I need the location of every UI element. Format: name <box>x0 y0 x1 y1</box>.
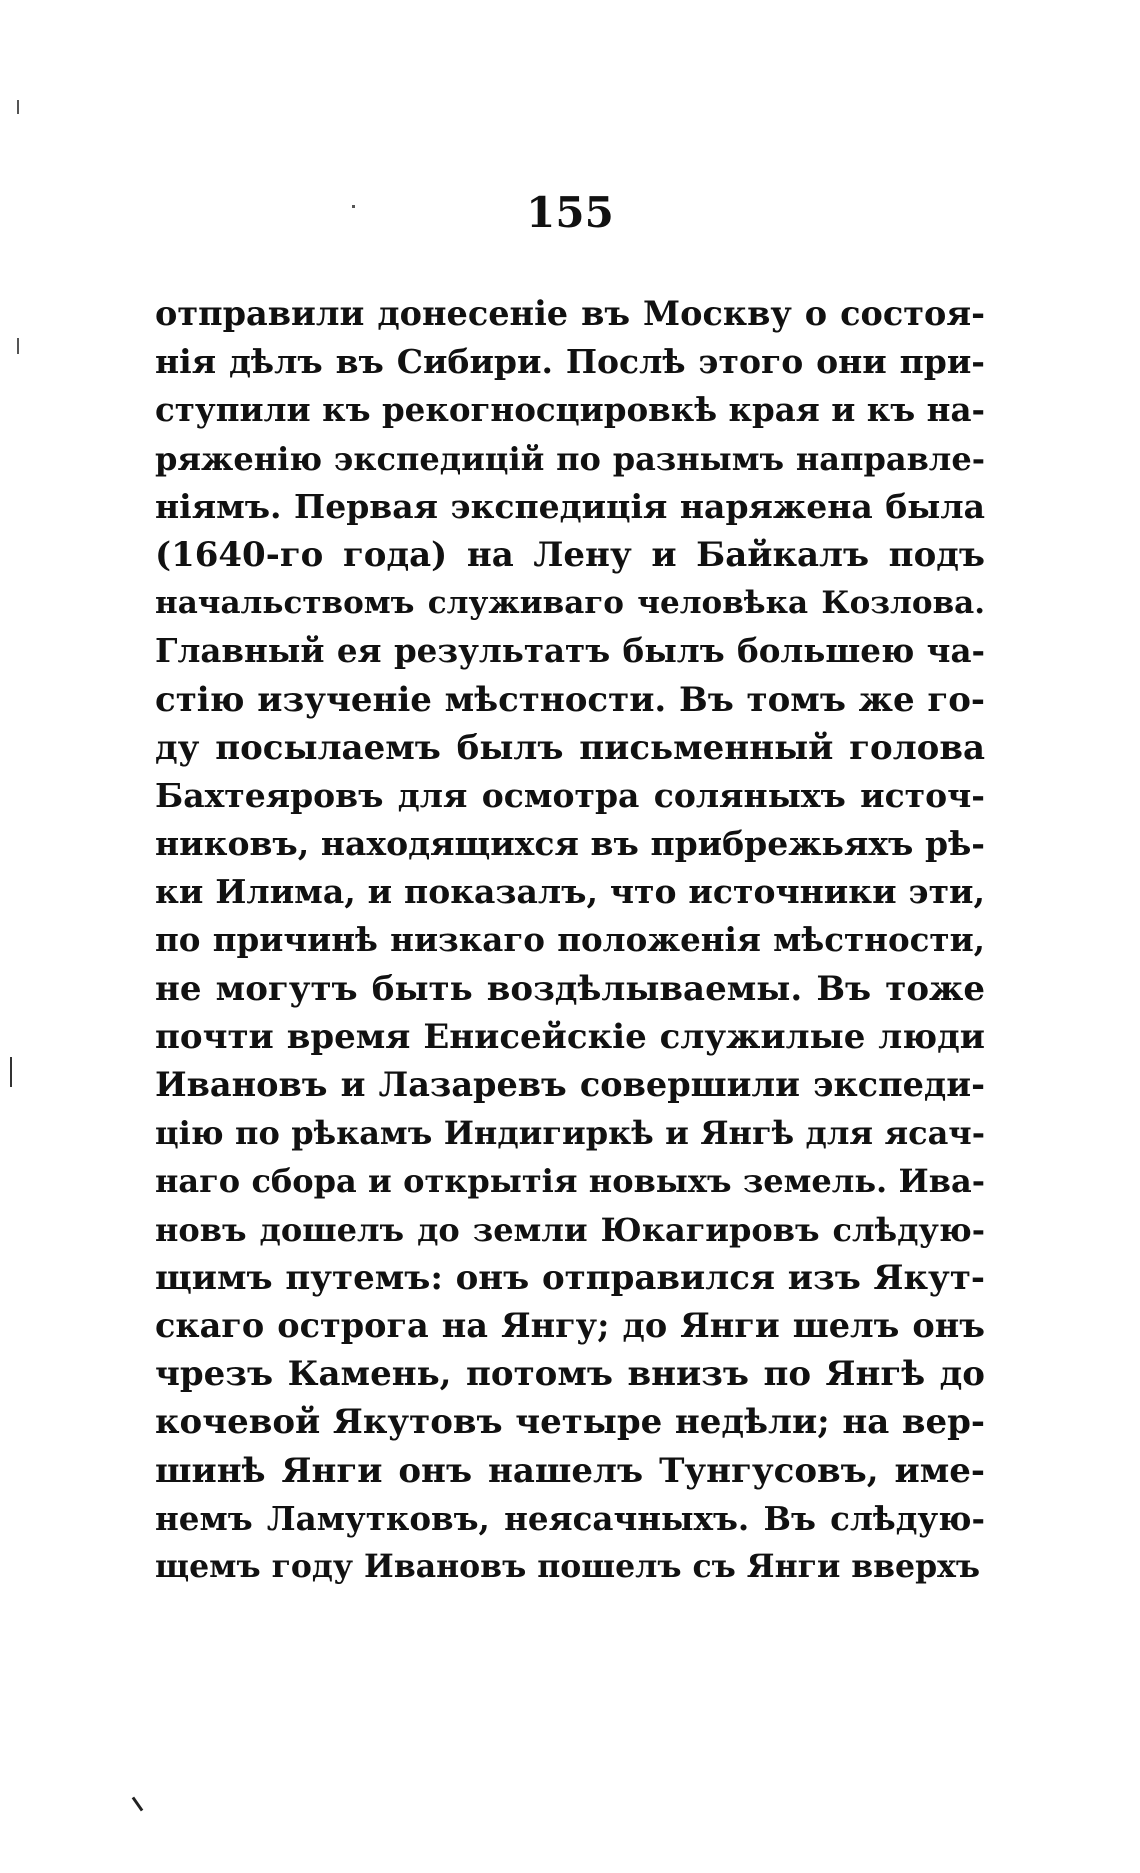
text-line: новъ дошелъ до земли Юкагировъ слѣдую- <box>155 1210 985 1249</box>
text-line: кочевой Якутовъ четыре недѣли; на вер- <box>155 1402 985 1443</box>
text-line: скаго острога на Янгу; до Янги шелъ онъ <box>155 1305 985 1345</box>
body-text <box>155 290 985 1591</box>
text-line: начальствомъ служиваго человѣка Козлова. <box>155 585 985 622</box>
scan-artifact <box>17 338 19 354</box>
text-line: наго сбора и открытія новыхъ земель. Ива- <box>155 1162 985 1201</box>
text-line: щемъ году Ивановъ пошелъ съ Янги вверхъ <box>155 1547 981 1585</box>
page-number: 155 <box>526 188 614 237</box>
text-line: не могутъ быть воздѣлываемы. Въ тоже <box>155 968 985 1009</box>
text-line: (1640-го года) на Лену и Байкалъ подъ <box>155 534 985 575</box>
text-line: немъ Ламутковъ, неясачныхъ. Въ слѣдую- <box>155 1498 985 1538</box>
scan-artifact <box>17 100 19 114</box>
text-line: почти время Енисейскіе служилые люди <box>155 1016 985 1057</box>
text-line: нія дѣлъ въ Сибири. Послѣ этого они при- <box>155 342 985 382</box>
text-line: шинѣ Янги онъ нашелъ Тунгусовъ, име- <box>155 1450 985 1491</box>
text-line: ніямъ. Первая экспедиція наряжена была <box>155 486 985 526</box>
text-line: ряженію экспедицій по разнымъ направле- <box>155 439 985 478</box>
text-line: отправили донесеніе въ Москву о состоя- <box>155 294 985 333</box>
text-line: Ивановъ и Лазаревъ совершили экспеди- <box>155 1065 985 1104</box>
text-line: Бахтеяровъ для осмотра соляныхъ источ- <box>155 775 985 815</box>
text-line: щимъ путемъ: онъ отправился изъ Якут- <box>155 1257 985 1298</box>
text-line: по причинѣ низкаго положенія мѣстности, <box>155 920 985 960</box>
text-line: никовъ, находящихся въ прибрежьяхъ рѣ- <box>155 824 985 864</box>
text-line: Главный ея результатъ былъ большею ча- <box>155 631 985 671</box>
text-line: ду посылаемъ былъ письменный голова <box>155 727 985 768</box>
text-line: чрезъ Камень, потомъ внизъ по Янгѣ до <box>155 1354 985 1395</box>
text-line: ступили къ рекогносцировкѣ края и къ на- <box>155 390 985 430</box>
text-line: ки Илима, и показалъ, что источники эти, <box>155 872 985 912</box>
text-line: стію изученіе мѣстности. Въ томъ же го- <box>155 679 985 720</box>
text-line: цію по рѣкамъ Индигиркѣ и Янгѣ для ясач- <box>155 1114 985 1153</box>
scan-artifact <box>132 1797 144 1812</box>
scan-artifact <box>10 1057 12 1087</box>
